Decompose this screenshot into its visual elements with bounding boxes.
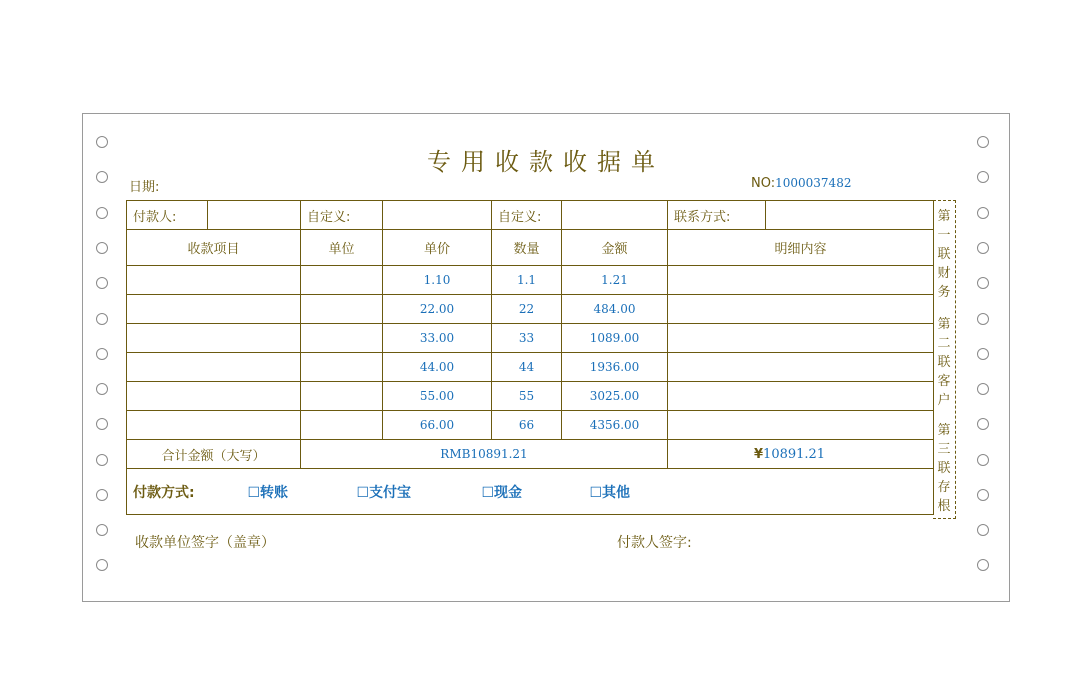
receipt-number-value: 1000037482 [775, 176, 852, 190]
copy-label-stub: 第三联存根 [937, 423, 951, 514]
payer-field[interactable] [208, 201, 301, 230]
details-cell[interactable] [668, 382, 934, 411]
table-row [127, 266, 934, 295]
date-label: 日期: [129, 180, 160, 195]
payment-option-alipay[interactable]: ☐支付宝 [356, 484, 412, 501]
qty-cell: 1.1 [492, 266, 562, 295]
table-row [127, 353, 934, 382]
header-info-row [127, 201, 934, 230]
punch-hole-icon [977, 207, 989, 219]
amount-cell: 1089.00 [562, 324, 668, 353]
qty-cell: 22 [492, 295, 562, 324]
item-cell[interactable] [127, 295, 301, 324]
receipt-number-label: NO: [751, 176, 776, 191]
details-cell[interactable] [668, 353, 934, 382]
punch-hole-icon [96, 418, 108, 430]
column-header-qty: 数量 [492, 230, 562, 266]
payment-option-transfer[interactable]: ☐转账 [247, 484, 289, 501]
copy-label-finance: 第一联财务 [937, 209, 951, 300]
total-figure-cell [668, 440, 934, 469]
punch-hole-icon [96, 277, 108, 289]
receipt-table [126, 200, 934, 515]
punch-hole-icon [977, 524, 989, 536]
punch-hole-icon [977, 242, 989, 254]
item-cell[interactable] [127, 324, 301, 353]
receipt-form [82, 113, 1010, 602]
payment-option-other[interactable]: ☐其他 [589, 484, 631, 501]
contact-label: 联系方式: [668, 201, 766, 230]
punch-hole-icon [96, 383, 108, 395]
punch-hole-icon [96, 489, 108, 501]
punch-hole-icon [977, 418, 989, 430]
total-label: 合计金额（大写） [127, 440, 301, 469]
unit-cell[interactable] [301, 295, 383, 324]
currency-symbol: ¥ [754, 446, 764, 462]
table-row [127, 382, 934, 411]
item-cell[interactable] [127, 382, 301, 411]
price-cell: 22.00 [383, 295, 492, 324]
punch-hole-icon [96, 524, 108, 536]
custom1-label: 自定义: [301, 201, 383, 230]
price-cell: 66.00 [383, 411, 492, 440]
payer-signature-label: 付款人签字: [617, 535, 692, 551]
amount-cell: 484.00 [562, 295, 668, 324]
punch-hole-icon [96, 348, 108, 360]
unit-cell[interactable] [301, 411, 383, 440]
column-header-row [127, 230, 934, 266]
payment-option-cash[interactable]: ☐现金 [481, 484, 523, 501]
payment-cell [127, 469, 934, 515]
punch-hole-icon [96, 559, 108, 571]
details-cell[interactable] [668, 295, 934, 324]
custom2-field[interactable] [562, 201, 668, 230]
punch-hole-icon [977, 489, 989, 501]
price-cell: 44.00 [383, 353, 492, 382]
payment-label: 付款方式: [133, 484, 195, 501]
amount-cell: 1936.00 [562, 353, 668, 382]
qty-cell: 66 [492, 411, 562, 440]
item-cell[interactable] [127, 266, 301, 295]
punch-hole-icon [977, 313, 989, 325]
price-cell: 1.10 [383, 266, 492, 295]
total-words: RMB10891.21 [301, 440, 668, 469]
price-cell: 55.00 [383, 382, 492, 411]
form-title: 专用收款收据单 [427, 148, 665, 176]
copy-label-customer: 第二联客户 [937, 317, 951, 408]
column-header-price: 单价 [383, 230, 492, 266]
table-row [127, 324, 934, 353]
unit-cell[interactable] [301, 324, 383, 353]
contact-field[interactable] [766, 201, 934, 230]
total-row [127, 440, 934, 469]
unit-cell[interactable] [301, 382, 383, 411]
amount-cell: 4356.00 [562, 411, 668, 440]
payee-signature-label: 收款单位签字（盖章） [135, 535, 275, 551]
amount-cell: 3025.00 [562, 382, 668, 411]
qty-cell: 55 [492, 382, 562, 411]
punch-hole-icon [977, 383, 989, 395]
column-header-details: 明细内容 [668, 230, 934, 266]
custom2-label: 自定义: [492, 201, 562, 230]
punch-hole-icon [977, 454, 989, 466]
punch-hole-icon [96, 207, 108, 219]
price-cell: 33.00 [383, 324, 492, 353]
custom1-field[interactable] [383, 201, 492, 230]
details-cell[interactable] [668, 266, 934, 295]
payer-label: 付款人: [127, 201, 208, 230]
punch-hole-icon [977, 559, 989, 571]
unit-cell[interactable] [301, 266, 383, 295]
punch-hole-icon [977, 348, 989, 360]
item-cell[interactable] [127, 411, 301, 440]
qty-cell: 44 [492, 353, 562, 382]
column-header-item: 收款项目 [127, 230, 301, 266]
payment-row [127, 469, 934, 515]
total-figure: 10891.21 [763, 446, 826, 462]
receipt-number [751, 176, 851, 191]
item-cell[interactable] [127, 353, 301, 382]
punch-hole-icon [96, 313, 108, 325]
column-header-amount: 金额 [562, 230, 668, 266]
table-row [127, 295, 934, 324]
punch-hole-icon [977, 277, 989, 289]
details-cell[interactable] [668, 324, 934, 353]
column-header-unit: 单位 [301, 230, 383, 266]
qty-cell: 33 [492, 324, 562, 353]
copy-indicator [933, 200, 956, 519]
table-row [127, 411, 934, 440]
punch-hole-icon [96, 454, 108, 466]
details-cell[interactable] [668, 411, 934, 440]
amount-cell: 1.21 [562, 266, 668, 295]
punch-hole-icon [96, 242, 108, 254]
unit-cell[interactable] [301, 353, 383, 382]
